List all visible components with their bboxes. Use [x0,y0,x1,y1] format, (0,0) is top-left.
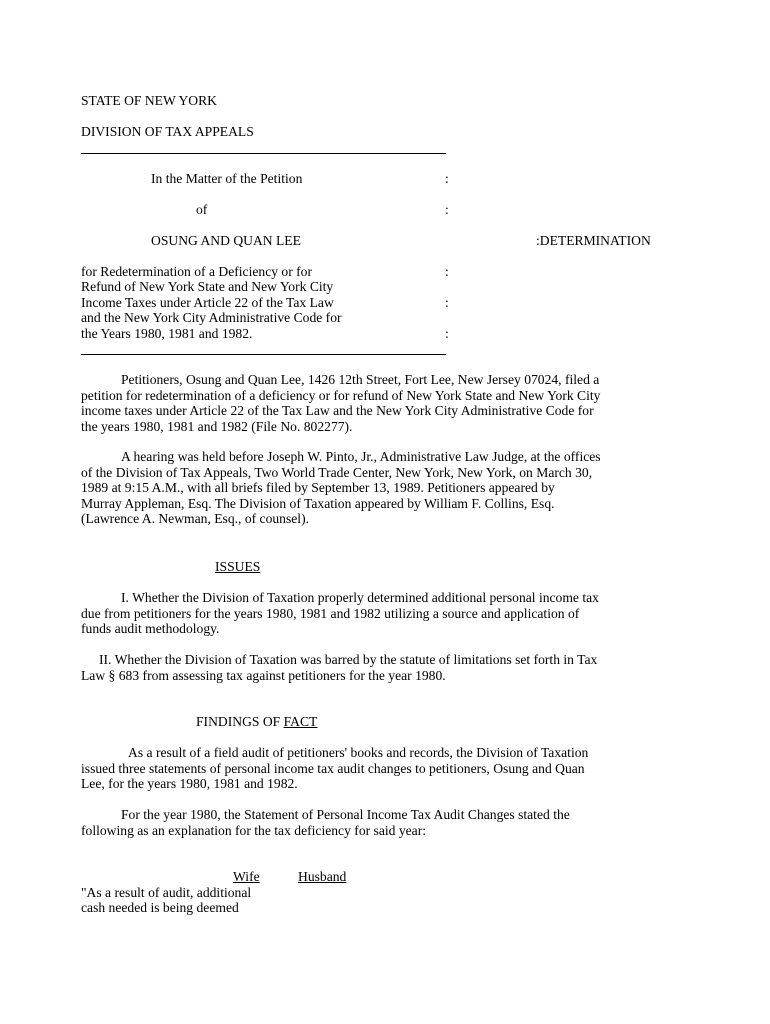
purpose-line: for Redetermination of a Deficiency or for [81,264,312,279]
petition-paragraph [81,372,681,434]
caption-colon: : [445,264,449,279]
paragraph-line: I. Whether the Division of Taxation properly determined additional personal income tax [121,590,599,605]
division-heading: DIVISION OF TAX APPEALS [81,124,254,139]
statement-paragraph [81,807,681,838]
quote-line: "As a result of audit, additional [81,885,252,900]
paragraph-line: petition for redetermination of a deficiency or for refund of New York State and New York City [81,387,601,403]
paragraph-line: the years 1980, 1981 and 1982 (File No. 802277). [81,418,353,434]
husband-column-header: Husband [298,869,347,884]
determination-label: :DETERMINATION [536,233,651,248]
findings-heading [196,714,317,730]
paragraph-line: of the Division of Tax Appeals, Two World Trade Center, New York, New York, on March 30, [81,464,593,480]
top-rule [81,153,446,154]
paragraph-line: funds audit methodology. [81,621,220,637]
state-heading: STATE OF NEW YORK [81,93,217,108]
of-line: of [196,202,208,217]
hearing-paragraph [81,449,681,527]
matter-line: In the Matter of the Petition [151,171,303,186]
paragraph-line: Law § 683 from assessing tax against petitioners for the year 1980. [81,667,446,683]
paragraph-line: (Lawrence A. Newman, Esq., of counsel). [81,511,309,527]
audit-paragraph [81,745,681,792]
bottom-rule [81,354,446,355]
findings-heading-underlined: FACT [283,714,318,729]
paragraph-line: 1989 at 9:15 A.M., with all briefs filed by September 13, 1989. Petitioners appeared by [81,480,555,496]
paragraph-line: due from petitioners for the years 1980, 1981 and 1982 utilizing a source and application of [81,605,580,621]
issue-one [81,590,681,637]
purpose-line: Refund of New York State and New York City [81,279,334,294]
caption-colon: : [445,202,449,217]
paragraph-line: As a result of a field audit of petitioners' books and records, the Division of Taxation [128,745,589,760]
issue-two [81,652,681,683]
purpose-line: and the New York City Administrative Code for [81,310,342,325]
paragraph-line: II. Whether the Division of Taxation was barred by the statute of limitations set forth in Tax [99,652,598,667]
caption-colon: : [445,326,449,341]
issues-heading: ISSUES [215,559,261,574]
quote-line: cash needed is being deemed [81,900,239,915]
purpose-line: Income Taxes under Article 22 of the Tax Law [81,295,334,310]
paragraph-line: Lee, for the years 1980, 1981 and 1982. [81,776,298,792]
wife-column-header: Wife [233,869,260,884]
petitioner-names: OSUNG AND QUAN LEE [151,233,301,248]
paragraph-line: Petitioners, Osung and Quan Lee, 1426 12th Street, Fort Lee, New Jersey 07024, filed a [121,372,600,387]
paragraph-line: following as an explanation for the tax deficiency for said year: [81,822,427,838]
paragraph-line: A hearing was held before Joseph W. Pinto, Jr., Administrative Law Judge, at the offices [121,449,601,464]
caption-colon: : [445,171,449,186]
paragraph-line: For the year 1980, the Statement of Personal Income Tax Audit Changes stated the [121,807,570,822]
findings-heading-prefix: FINDINGS OF [196,714,284,729]
paragraph-line: issued three statements of personal income tax audit changes to petitioners, Osung and Quan [81,760,585,776]
paragraph-line: income taxes under Article 22 of the Tax Law and the New York City Administrative Code for [81,403,594,419]
paragraph-line: Murray Appleman, Esq. The Division of Taxation appeared by William F. Collins, Esq. [81,495,555,511]
caption-colon: : [445,295,449,310]
purpose-line: the Years 1980, 1981 and 1982. [81,326,253,341]
